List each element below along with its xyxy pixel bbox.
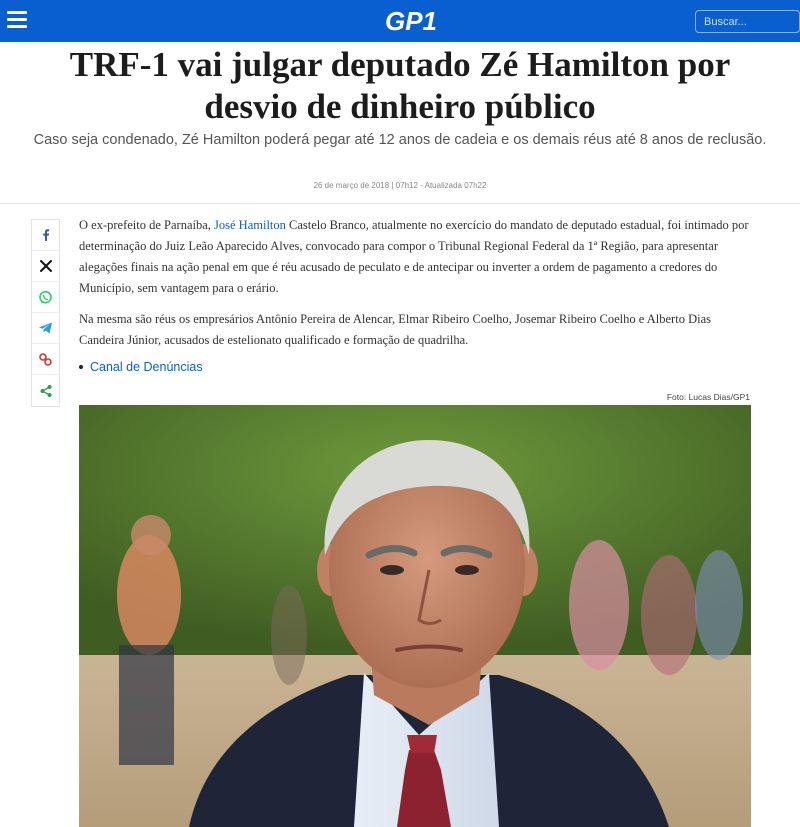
share-telegram-button[interactable] <box>32 313 59 344</box>
share-x-button[interactable] <box>32 251 59 282</box>
hamburger-icon <box>7 11 27 14</box>
related-links <box>79 360 203 374</box>
gp1-logo[interactable] <box>380 6 442 34</box>
telegram-icon <box>38 321 53 335</box>
divider <box>0 203 800 204</box>
share-more-button[interactable] <box>32 375 59 406</box>
share-icon <box>39 384 53 398</box>
search-input[interactable] <box>695 10 800 33</box>
copy-link-icon <box>38 352 53 367</box>
list-item <box>79 360 203 374</box>
top-navigation-bar <box>0 0 800 42</box>
canal-de-denuncias-link[interactable]: Canal de Denúncias <box>90 360 203 374</box>
share-facebook-button[interactable] <box>32 220 59 251</box>
portrait-illustration <box>79 405 751 827</box>
article-body <box>79 215 751 361</box>
photo-credit: Foto: Lucas Dias/GP1 <box>666 392 750 402</box>
x-icon <box>39 259 53 273</box>
bullet <box>79 365 83 369</box>
facebook-icon <box>39 228 53 242</box>
jose-hamilton-link[interactable]: José Hamilton <box>214 218 286 232</box>
article-subtitle: Caso seja condenado, Zé Hamilton poderá pegar até 12 anos de cadeia e os demais réus até 8 anos de reclusão. <box>33 132 767 148</box>
hamburger-menu-button[interactable] <box>7 11 27 29</box>
article-date: 26 de março de 2018 | 07h12 - Atualizada 07h22 <box>313 181 487 190</box>
article-title: TRF-1 vai julgar deputado Zé Hamilton por desvio de dinheiro público <box>69 45 731 126</box>
whatsapp-icon <box>38 290 53 305</box>
copy-link-button[interactable] <box>32 344 59 375</box>
share-whatsapp-button[interactable] <box>32 282 59 313</box>
svg-text:GP1: GP1 <box>384 6 438 34</box>
article-photo <box>79 405 751 827</box>
paragraph-1: O ex-prefeito de Parnaíba, José Hamilton Castelo Branco, atualmente no exercício do mandato de deputado estadual, foi intimado por determinação do Juiz Leão Aparecido Alves, convocado para compor o Tribunal Regional Federal da 1ª Região, para apresentar alegações finais na ação penal em que é réu acusado de peculato e de antecipar ou inverter a ordem de pagamento a credores do Município, sem vantagem para o erário. <box>79 218 749 295</box>
paragraph-2: Na mesma são réus os empresários Antônio Pereira de Alencar, Elmar Ribeiro Coelho, Josemar Ribeiro Coelho e Alberto Dias Candeira Júnior, acusados de estelionato qualificado e formação de quadrilha. <box>79 312 711 347</box>
share-bar <box>31 219 60 407</box>
